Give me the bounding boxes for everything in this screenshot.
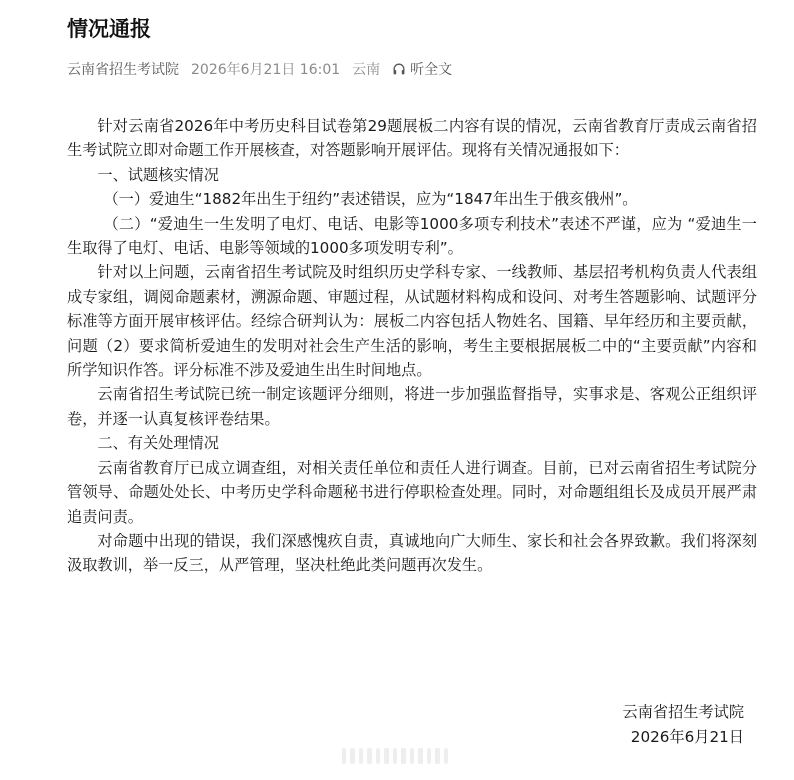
listen-button[interactable] bbox=[392, 59, 452, 79]
section-heading-2: 二、有关处理情况 bbox=[97, 434, 219, 453]
paragraph-investigation: 云南省教育厅已成立调查组，对相关责任单位和责任人进行调查。目前，已对云南省招生考试院分管领导、命题处处长、中考历史学科命题秘书进行停职检查处理。同时，对命题组组长及成员开展严肃追责问责。 bbox=[67, 458, 757, 526]
scroll-indicator bbox=[340, 742, 450, 770]
signature-date: 2026年6月21日 bbox=[630, 728, 744, 746]
meta-source[interactable]: 云南省招生考试院 bbox=[67, 62, 179, 78]
meta-region: 云南 bbox=[352, 62, 381, 78]
listen-label: 听全文 bbox=[410, 62, 453, 78]
paragraph-grading: 云南省招生考试院已统一制定该题评分细则，将进一步加强监督指导，实事求是、客观公正组织评卷，并逐一认真复核评卷结果。 bbox=[67, 385, 757, 428]
article-body bbox=[67, 114, 757, 578]
meta-datetime: 2026年6月21日 16:01 bbox=[191, 62, 341, 78]
article-title: 情况通报 bbox=[67, 17, 151, 41]
paragraph-item-2: （二）“爱迪生一生发明了电灯、电话、电影等1000多项专利技术”表述不严谨，应为 “爱迪生一生取得了电灯、电话、电影等领域的1000多项发明专利”。 bbox=[67, 214, 757, 258]
signature-org: 云南省招生考试院 bbox=[622, 703, 744, 721]
paragraph-intro: 针对云南省2026年中考历史科目试卷第29题展板二内容有误的情况，云南省教育厅责成云南省招生考试院立即对命题工作开展核查，对答题影响开展评估。现将有关情况通报如下： bbox=[67, 117, 757, 160]
section-heading-1: 一、试题核实情况 bbox=[97, 165, 219, 184]
headphones-icon bbox=[392, 62, 406, 76]
signature bbox=[623, 700, 745, 750]
paragraph-review: 针对以上问题，云南省招生考试院及时组织历史学科专家、一线教师、基层招考机构负责人代表组成专家组，调阅命题素材，溯源命题、审题过程，从试题材料构成和设问、对考生答题影响、试题评分标准等方面开展审核评估。经综合研判认为：展板二内容包括人物姓名、国籍、早年经历和主要贡献，问题（2）要求简析爱迪生的发明对社会生产生活的影响，考生主要根据展板二中的“主要贡献”内容和所学知识作答。评分标准不涉及爱迪生出生时间地点。 bbox=[67, 263, 757, 380]
article-meta bbox=[67, 57, 452, 81]
paragraph-apology: 对命题中出现的错误，我们深感愧疚自责，真诚地向广大师生、家长和社会各界致歉。我们将深刻汲取教训，举一反三，从严管理，坚决杜绝此类问题再次发生。 bbox=[67, 531, 757, 575]
paragraph-item-1: （一）爱迪生“1882年出生于纽约”表述错误，应为“1847年出生于俄亥俄州”。 bbox=[103, 190, 638, 209]
